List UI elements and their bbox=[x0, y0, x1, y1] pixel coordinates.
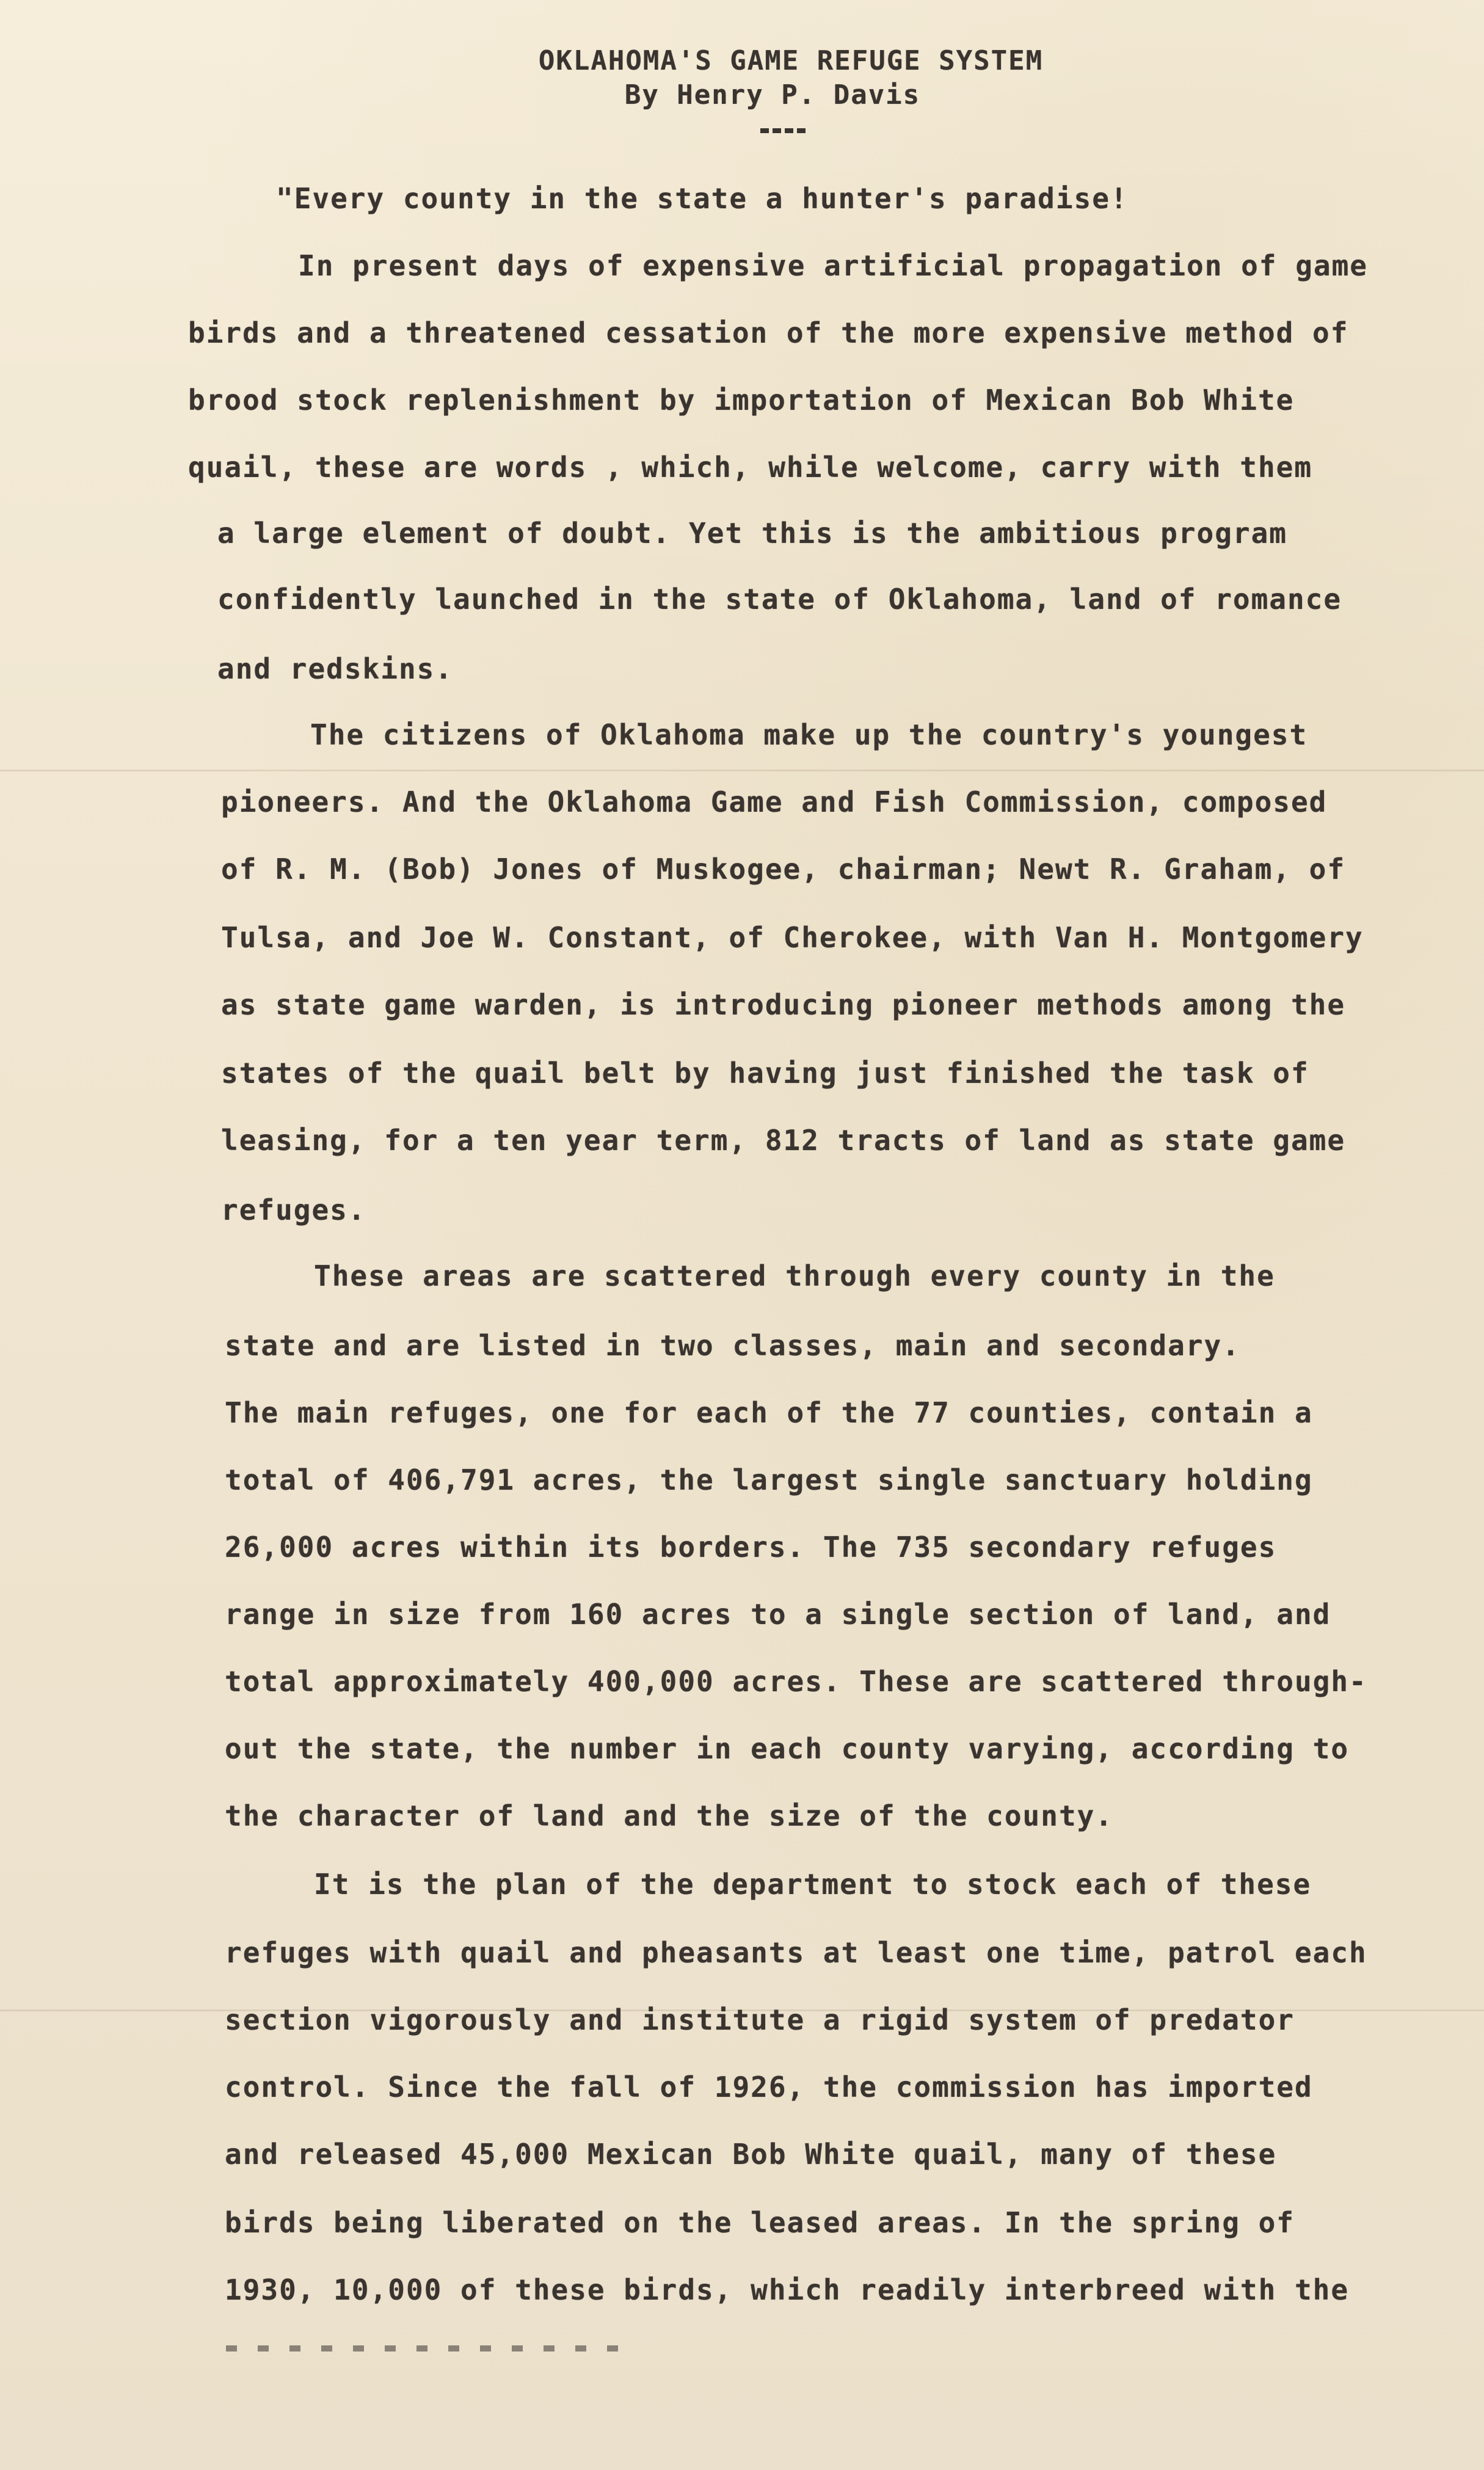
text-line: 26,000 acres within its borders. The 735 secondary refuges bbox=[225, 1531, 1277, 1564]
text-line: quail, these are words , which, while welcome, carry with them bbox=[188, 451, 1313, 484]
cropped-next-line-fragment bbox=[226, 2345, 623, 2352]
text-line: state and are listed in two classes, main and secondary. bbox=[225, 1329, 1240, 1362]
text-line: brood stock replenishment by importation of Mexican Bob White bbox=[188, 384, 1295, 417]
text-line: total of 406,791 acres, the largest single sanctuary holding bbox=[225, 1463, 1313, 1496]
text-line: section vigorously and institute a rigid system of predator bbox=[225, 2003, 1295, 2036]
text-line: refuges. bbox=[221, 1193, 366, 1226]
text-line: These areas are scattered through every county in the bbox=[314, 1259, 1275, 1292]
text-line: refuges with quail and pheasants at least one time, patrol each bbox=[225, 1936, 1367, 1969]
text-line: It is the plan of the department to stock each of these bbox=[314, 1868, 1312, 1901]
paper-fold-line bbox=[0, 770, 1484, 771]
text-line: the character of land and the size of the county. bbox=[225, 1799, 1114, 1832]
text-line: pioneers. And the Oklahoma Game and Fish Commission, composed bbox=[221, 785, 1328, 818]
text-line: The main refuges, one for each of the 77 counties, contain a bbox=[225, 1396, 1313, 1429]
text-line: birds being liberated on the leased areas. In the spring of bbox=[225, 2206, 1295, 2239]
document-byline: By Henry P. Davis bbox=[624, 79, 921, 111]
text-line: control. Since the fall of 1926, the commission has imported bbox=[225, 2071, 1313, 2104]
text-line: and redskins. bbox=[217, 652, 454, 685]
text-line: a large element of doubt. Yet this is the ambitious program bbox=[217, 517, 1287, 550]
text-line: and released 45,000 Mexican Bob White quail, many of these bbox=[225, 2138, 1277, 2171]
text-line: range in size from 160 acres to a single section of land, and bbox=[225, 1598, 1331, 1631]
text-line: total approximately 400,000 acres. These are scattered through- bbox=[225, 1665, 1367, 1698]
text-line: leasing, for a ten year term, 812 tracts of land as state game bbox=[221, 1124, 1346, 1157]
text-line: "Every county in the state a hunter's paradise! bbox=[276, 182, 1129, 215]
text-line: birds and a threatened cessation of the more expensive method of bbox=[188, 316, 1349, 349]
text-line: Tulsa, and Joe W. Constant, of Cherokee, with Van H. Montgomery bbox=[221, 921, 1364, 954]
text-line: In present days of expensive artificial propagation of game bbox=[298, 249, 1368, 282]
text-line: states of the quail belt by having just finished the task of bbox=[221, 1057, 1309, 1090]
text-line: out the state, the number in each county varying, according to bbox=[225, 1732, 1350, 1765]
title-divider bbox=[760, 128, 809, 133]
text-line: The citizens of Oklahoma make up the country's youngest bbox=[310, 718, 1308, 751]
text-line: as state game warden, is introducing pioneer methods among the bbox=[221, 988, 1346, 1021]
text-line: confidently launched in the state of Oklahoma, land of romance bbox=[217, 583, 1342, 616]
document-title: OKLAHOMA'S GAME REFUGE SYSTEM bbox=[538, 45, 1044, 76]
text-line: of R. M. (Bob) Jones of Muskogee, chairman; Newt R. Graham, of bbox=[221, 853, 1346, 886]
text-line: 1930, 10,000 of these birds, which readily interbreed with the bbox=[225, 2273, 1350, 2306]
